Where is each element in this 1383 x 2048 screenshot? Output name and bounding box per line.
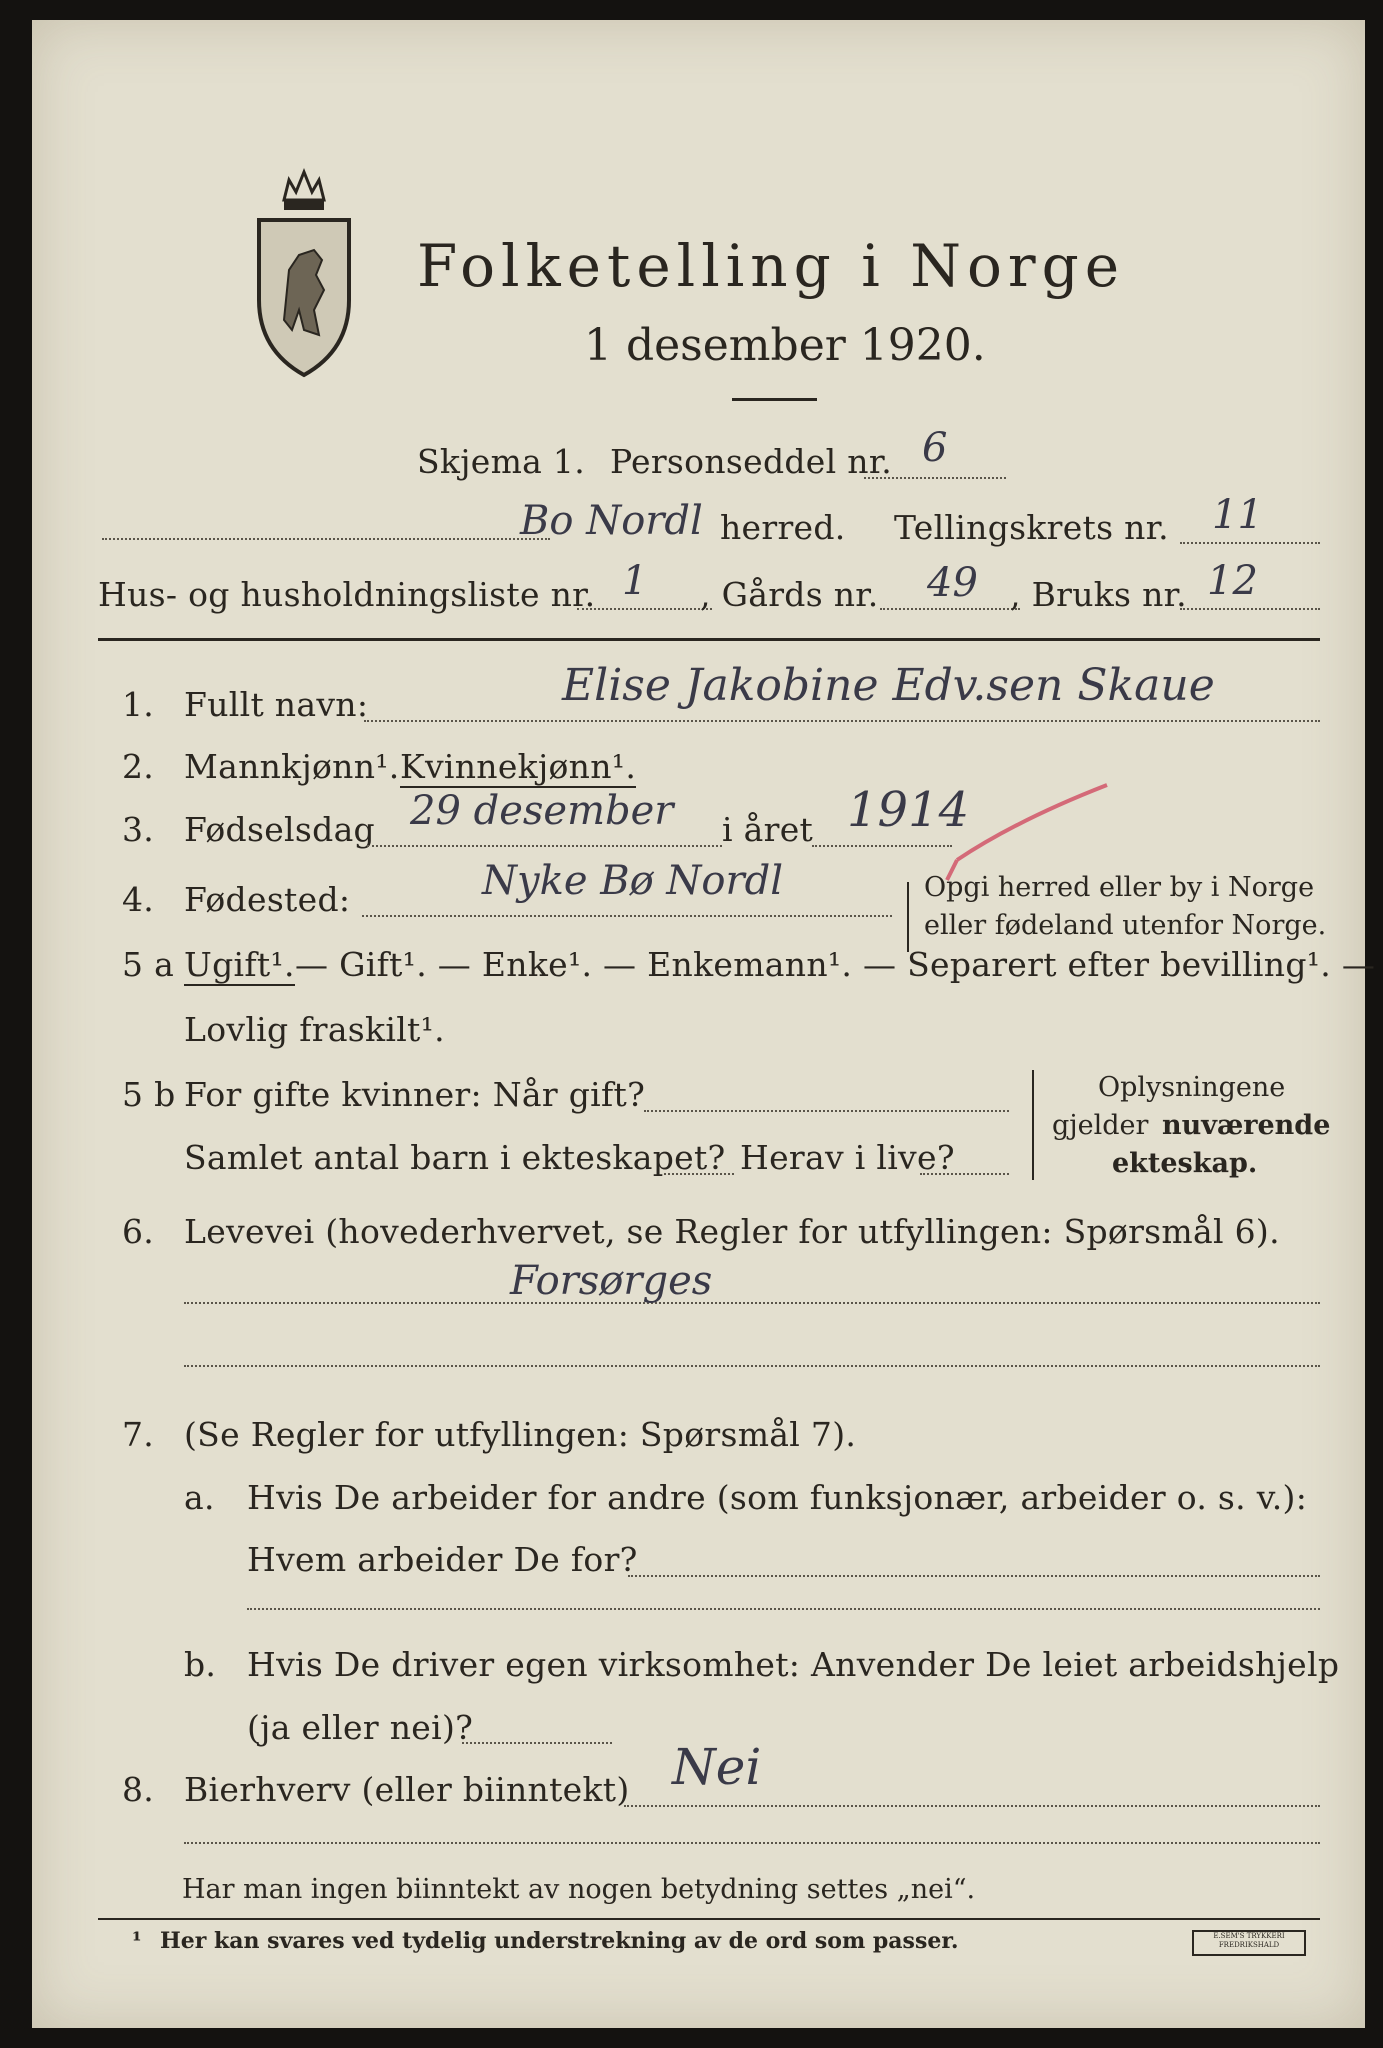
q4-number: 4. [122, 880, 155, 919]
tellingskrets-value: 11 [1212, 492, 1263, 538]
birthplace-note-2: eller fødeland utenfor Norge. [924, 910, 1327, 941]
q5b-children-label: Samlet antal barn i ekteskapet? [184, 1138, 726, 1177]
side-income-value: Nei [672, 1738, 762, 1796]
herred-value: Bo Nordl [520, 498, 703, 544]
birthplace-value: Nyke Bø Nordl [482, 858, 784, 904]
q5b-note-1: Oplysningene [1098, 1072, 1286, 1103]
q4-label: Fødested: [184, 880, 351, 919]
q5b-married-label: For gifte kvinner: Når gift? [184, 1075, 646, 1114]
q3-number: 3. [122, 810, 155, 849]
skjema-label: Skjema 1. [417, 442, 586, 481]
year-label: i året [722, 810, 814, 849]
occupation-value: Forsørges [510, 1258, 713, 1304]
q7a-text: Hvis De arbeider for andre (som funksjonær, arbeider o. s. v.): [247, 1478, 1308, 1517]
gards-label: , Gårds nr. [700, 575, 879, 614]
q7a-letter: a. [184, 1478, 215, 1517]
q5b-note-3: ekteskap. [1112, 1148, 1258, 1179]
q8-label: Bierhverv (eller biinntekt) [184, 1770, 630, 1809]
birthplace-note-1: Opgi herred eller by i Norge [924, 872, 1315, 903]
hus-label: Hus- og husholdningsliste nr. [98, 575, 596, 614]
q5a-number: 5 a [122, 945, 175, 984]
printer-stamp: E.SEM'S TRYKKERI FREDRIKSHALD [1192, 1930, 1306, 1956]
q7b-text: Hvis De driver egen virksomhet: Anvender De leiet arbeidshjelp [247, 1645, 1340, 1684]
footer-note: Har man ingen biinntekt av nogen betydning settes „nei“. [182, 1874, 976, 1905]
q7a-question: Hvem arbeider De for? [247, 1540, 638, 1579]
q5b-note-2a: gjelder [1052, 1110, 1149, 1141]
q2-number: 2. [122, 747, 155, 786]
mannkjonn-option: Mannkjønn¹. [184, 747, 400, 786]
birth-date-value: 29 desember [410, 788, 674, 834]
q7-label: (Se Regler for utfyllingen: Spørsmål 7). [184, 1415, 857, 1454]
full-name-value: Elise Jakobine Edv.sen Skaue [562, 660, 1215, 711]
q5b-alive-label: Herav i live? [740, 1138, 955, 1177]
lovlig-fraskilt-option: Lovlig fraskilt¹. [184, 1010, 445, 1049]
bruks-label: , Bruks nr. [1010, 575, 1187, 614]
header-divider [98, 638, 1320, 641]
form-title: Folketelling i Norge [417, 232, 1126, 300]
footer-divider [98, 1918, 1320, 1920]
ugift-option: Ugift¹. [184, 945, 295, 984]
gards-value: 49 [927, 560, 978, 606]
marital-options: — Gift¹. — Enke¹. — Enkemann¹. — Separert efter bevilling¹. — [295, 945, 1376, 984]
tellingskrets-label: Tellingskrets nr. [894, 508, 1169, 547]
q6-number: 6. [122, 1212, 155, 1251]
hus-value: 1 [622, 558, 648, 604]
q6-label: Levevei (hovederhvervet, se Regler for utfyllingen: Spørsmål 6). [184, 1212, 1280, 1251]
footnote: Her kan svares ved tydelig understrekning av de ord som passer. [160, 1928, 959, 1954]
herred-label: herred. [720, 508, 846, 547]
census-date: 1 desember 1920. [584, 320, 986, 371]
norwegian-coat-of-arms-icon [254, 160, 354, 380]
bruks-value: 12 [1207, 558, 1258, 604]
personseddel-label: Personseddel nr. [610, 442, 893, 481]
q8-number: 8. [122, 1770, 155, 1809]
q1-number: 1. [122, 685, 155, 724]
personseddel-value: 6 [922, 425, 948, 471]
q7-number: 7. [122, 1415, 155, 1454]
q5b-note-2b: nuværende [1162, 1110, 1331, 1141]
footnote-mark: ¹ [132, 1928, 142, 1954]
title-divider [732, 398, 817, 401]
q3-label: Fødselsdag [184, 810, 375, 849]
census-form [32, 20, 1376, 2028]
q5b-number: 5 b [122, 1075, 176, 1114]
birth-year-value: 1914 [847, 782, 970, 838]
q7b-question: (ja eller nei)? [247, 1708, 474, 1747]
kvinnekjonn-option: Kvinnekjønn¹. [400, 747, 637, 786]
q1-label: Fullt navn: [184, 685, 369, 724]
q7b-letter: b. [184, 1645, 217, 1684]
